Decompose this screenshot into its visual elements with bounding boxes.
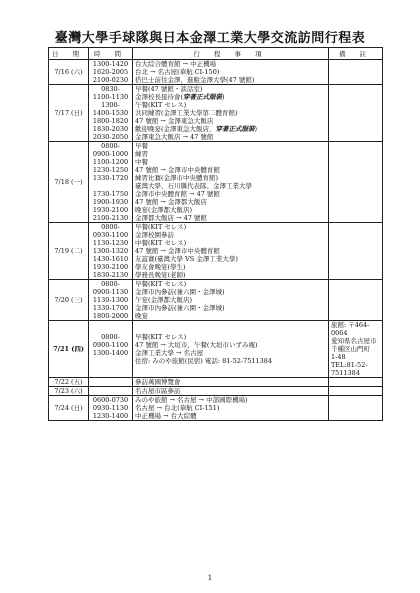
item-line xyxy=(135,412,326,420)
item-line xyxy=(135,190,326,198)
item-line xyxy=(135,296,326,304)
item-line xyxy=(135,174,326,182)
row-items xyxy=(133,280,329,321)
item-line xyxy=(135,117,326,125)
item-line xyxy=(135,68,326,76)
time-line: 1230-1250 xyxy=(92,166,129,174)
item-text: 搭巴士前往金澤，進駐金澤大學(47 號館) xyxy=(135,76,255,84)
item-text: 金澤東急大飯店 → 47 號館 xyxy=(135,133,214,141)
schedule-row xyxy=(49,280,383,321)
time-line: 2100-2130 xyxy=(92,214,129,222)
row-date: 7/19 (二) xyxy=(49,223,89,280)
row-times xyxy=(89,85,133,142)
item-line xyxy=(135,109,326,117)
time-line: 1730-1750 xyxy=(92,190,129,198)
row-notes xyxy=(329,321,383,378)
row-times xyxy=(89,396,133,421)
item-text: 中餐 xyxy=(135,158,148,166)
row-times xyxy=(89,280,133,321)
item-text: 名古屋 → 台北(華航 CI-151) xyxy=(135,404,220,412)
time-line: 1300-1400 xyxy=(92,349,129,357)
item-text: 住宿: みのや旅館(民宿) 電話: 81-52-7511384 xyxy=(135,357,273,365)
item-line xyxy=(135,404,326,412)
header-notes: 備 註 xyxy=(329,48,383,60)
row-items xyxy=(133,223,329,280)
row-items xyxy=(133,396,329,421)
item-line xyxy=(135,280,326,288)
item-text: 練習 xyxy=(135,150,148,158)
time-line: 0800- xyxy=(101,142,120,150)
time-line: 1400-1530 xyxy=(92,109,129,117)
schedule-row xyxy=(49,321,383,378)
row-notes xyxy=(329,387,383,396)
item-text: 中正機場 → 台大綜體 xyxy=(135,412,197,420)
time-line: 1100-1200 xyxy=(92,158,129,166)
item-line xyxy=(135,387,326,395)
item-line xyxy=(135,76,326,84)
item-line xyxy=(135,93,326,101)
schedule-row xyxy=(49,85,383,142)
header-row xyxy=(49,48,383,60)
item-line xyxy=(135,125,326,133)
row-notes xyxy=(329,85,383,142)
time-line xyxy=(91,387,130,395)
item-line xyxy=(135,101,326,109)
time-line: 1930-2100 xyxy=(92,206,129,214)
time-line xyxy=(91,182,130,190)
row-times xyxy=(89,387,133,396)
time-line: 1330-1700 xyxy=(92,304,129,312)
row-notes xyxy=(329,60,383,85)
time-line: 1930-2100 xyxy=(92,263,129,271)
time-line: 1130-1300 xyxy=(92,296,129,304)
item-line xyxy=(135,304,326,312)
item-line xyxy=(135,223,326,231)
item-text: みのや旅館 → 名古屋 → 中部國際機場) xyxy=(135,396,248,404)
item-line xyxy=(135,142,326,150)
item-text: 早餐(47 號館・談話室) xyxy=(135,85,203,93)
item-text: 金澤市內參訪(兼六園・金澤城) xyxy=(135,288,225,296)
note-line: 1-48 xyxy=(331,353,346,361)
time-line: 1800-2000 xyxy=(92,312,129,320)
time-line: 2100-0230 xyxy=(92,76,129,84)
row-date: 7/16 (六) xyxy=(49,60,89,85)
item-text: 早餐(KIT セレス) xyxy=(135,223,187,231)
item-line xyxy=(135,255,326,263)
item-text: 47 號館 → 大垣市，午餐(大垣市いずみ庵) xyxy=(135,341,258,349)
schedule-row xyxy=(49,378,383,387)
item-line xyxy=(135,271,326,279)
item-line xyxy=(135,166,326,174)
item-line xyxy=(135,333,326,341)
time-line: 1330-1720 xyxy=(92,174,129,182)
row-date: 7/22 (五) xyxy=(49,378,89,387)
row-items xyxy=(133,60,329,85)
item-text: 臺灣大學、石川縣代表隊、金澤工業大學 xyxy=(135,182,252,190)
item-line xyxy=(135,349,326,357)
item-text: 金澤工業大學 → 名古屋 xyxy=(135,349,204,357)
schedule-row xyxy=(49,223,383,280)
time-line: 0930-1130 xyxy=(92,404,129,412)
time-line: 1830-2030 xyxy=(92,125,129,133)
time-line: 0900-1000 xyxy=(92,150,129,158)
time-line: 0800- xyxy=(101,280,120,288)
note-line: 愛知県名古屋市 xyxy=(331,337,377,345)
time-line: 1430-1610 xyxy=(92,255,129,263)
item-text: 金澤校園參訪 xyxy=(135,231,174,239)
row-times xyxy=(89,378,133,387)
time-line: 1300-1420 xyxy=(92,60,129,68)
time-line: 0600-0730 xyxy=(92,396,129,404)
row-items xyxy=(133,378,329,387)
item-text: 台北 → 名古屋(華航 CI-150) xyxy=(135,68,220,76)
item-text: 參訪萬國博覽會 xyxy=(135,378,181,386)
row-items xyxy=(133,321,329,378)
item-line xyxy=(135,206,326,214)
time-line: 1800-1820 xyxy=(92,117,129,125)
row-date: 7/21 (四) xyxy=(49,321,89,378)
item-text: 47 號館 → 金澤市中央體育館 xyxy=(135,247,220,255)
item-line xyxy=(135,239,326,247)
row-notes xyxy=(329,396,383,421)
time-line: 1300- xyxy=(101,101,120,109)
item-line xyxy=(135,231,326,239)
schedule-row xyxy=(49,387,383,396)
item-text: 早餐 xyxy=(135,142,148,150)
item-line xyxy=(135,341,326,349)
item-line xyxy=(135,378,326,386)
time-line: 2030-2050 xyxy=(92,133,129,141)
item-line xyxy=(135,357,326,365)
item-text: 友誼賽(臺灣大學 VS 金澤工業大學) xyxy=(135,255,238,263)
item-text: 台大綜合體育館 → 中正機場 xyxy=(135,60,217,68)
item-line xyxy=(135,60,326,68)
header-time: 時 間 xyxy=(89,48,133,60)
row-date: 7/23 (六) xyxy=(49,387,89,396)
time-line: 0900-1100 xyxy=(92,341,129,349)
item-text: 午餐(KIT セレス) xyxy=(135,101,187,109)
header-itinerary: 行 程 事 項 xyxy=(133,48,329,60)
item-text: 金澤市中央體育館 → 47 號館 xyxy=(135,190,220,198)
time-line: 0930-1100 xyxy=(92,231,129,239)
formal-attire-note: 穿著正式服裝 xyxy=(183,93,223,101)
row-notes xyxy=(329,223,383,280)
header-date: 日 期 xyxy=(49,48,89,60)
row-date: 7/18 (一) xyxy=(49,142,89,223)
item-text: 中餐(KIT セレス) xyxy=(135,239,187,247)
item-line xyxy=(135,396,326,404)
time-line: 1100-1130 xyxy=(92,93,129,101)
time-line: 0800- xyxy=(101,333,120,341)
schedule-table xyxy=(48,47,383,421)
item-line xyxy=(135,158,326,166)
item-text: 學務長晚宴(老師) xyxy=(135,271,186,279)
row-times xyxy=(89,142,133,223)
time-line: 1130-1230 xyxy=(92,239,129,247)
formal-attire-note: 穿著正式服裝 xyxy=(215,125,255,133)
row-times xyxy=(89,60,133,85)
item-text: 學友會晚宴(學生) xyxy=(135,263,186,271)
time-line: 0900-1130 xyxy=(92,288,129,296)
row-times xyxy=(89,321,133,378)
time-line: 1230-1400 xyxy=(92,412,129,420)
item-line xyxy=(135,263,326,271)
item-text: 早餐(KIT セレス) xyxy=(135,333,187,341)
time-line xyxy=(91,378,130,386)
item-line xyxy=(135,150,326,158)
item-text: 金澤都大飯店 → 47 號館 xyxy=(135,214,207,222)
row-notes xyxy=(329,378,383,387)
item-line xyxy=(135,182,326,190)
item-text: 金澤校長接待會( xyxy=(135,93,184,101)
row-date: 7/20 (三) xyxy=(49,280,89,321)
time-line: 1300-1320 xyxy=(92,247,129,255)
item-line xyxy=(135,214,326,222)
page-title: 臺灣大學手球隊與日本金澤工業大學交流訪問行程表 xyxy=(54,31,366,46)
row-items xyxy=(133,85,329,142)
item-text: 47 號館 → 金澤東急大飯店 xyxy=(135,117,214,125)
item-line xyxy=(135,198,326,206)
time-line xyxy=(91,357,130,365)
item-text: 金澤市內參訪(兼六園・金澤城) xyxy=(135,304,225,312)
item-line xyxy=(135,247,326,255)
item-text: 晚宴 xyxy=(135,312,148,320)
item-text: ) xyxy=(254,125,258,133)
item-text: 共同練習(金澤工業大學第二體育館) xyxy=(135,109,238,117)
item-text: 歡迎晚宴(金澤東急大飯店， xyxy=(135,125,216,133)
item-text: 練習比賽(金澤市中央體育館) xyxy=(135,174,219,182)
row-notes xyxy=(329,142,383,223)
item-text: 名古屋市區參訪 xyxy=(135,387,181,395)
page-number: 1 xyxy=(207,574,213,582)
time-line: 1900-1930 xyxy=(92,198,129,206)
item-text: 晚宴(金澤都大飯店) xyxy=(135,206,193,214)
time-line: 0830- xyxy=(101,85,120,93)
note-line: TEL:81-52-7511384 xyxy=(331,361,368,377)
note-line: 千種区山門町 xyxy=(331,345,370,353)
time-line: 1620-2005 xyxy=(92,68,129,76)
row-times xyxy=(89,223,133,280)
item-line xyxy=(135,312,326,320)
row-date: 7/17 (日) xyxy=(49,85,89,142)
item-text: 47 號館 → 金澤都大飯店 xyxy=(135,198,207,206)
row-items xyxy=(133,387,329,396)
note-line: 旅館: 〒464-0064 xyxy=(331,321,370,337)
item-line xyxy=(135,85,326,93)
row-items xyxy=(133,142,329,223)
time-line: 0800- xyxy=(101,223,120,231)
schedule-row xyxy=(49,60,383,85)
time-line: 1830-2130 xyxy=(92,271,129,279)
row-notes xyxy=(329,280,383,321)
item-line xyxy=(135,133,326,141)
schedule-row xyxy=(49,142,383,223)
item-text: 47 號館 → 金澤市中央體育館 xyxy=(135,166,220,174)
item-text: 早餐(KIT セレス) xyxy=(135,280,187,288)
schedule-row xyxy=(49,396,383,421)
item-text: ) xyxy=(222,93,225,101)
row-date: 7/24 (日) xyxy=(49,396,89,421)
item-line xyxy=(135,288,326,296)
item-text: 午宴(金澤都大飯店) xyxy=(135,296,193,304)
